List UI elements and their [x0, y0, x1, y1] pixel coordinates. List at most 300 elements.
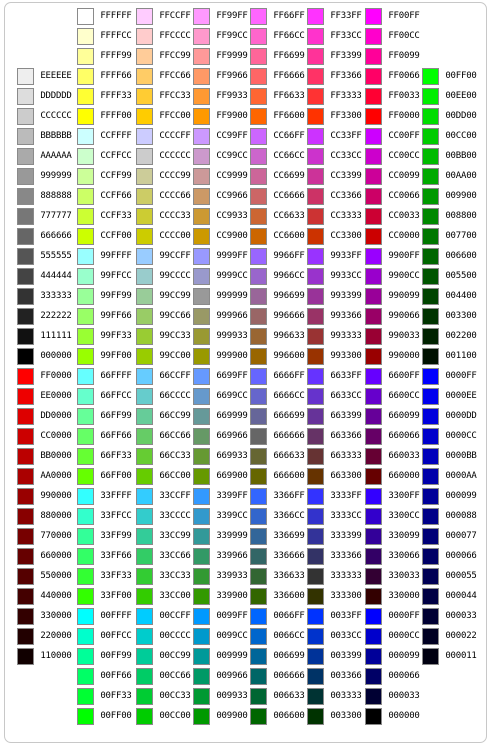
color-swatch	[193, 608, 210, 625]
color-hex-label: 0000DD	[445, 411, 477, 421]
color-cell	[77, 267, 139, 287]
color-hex-label: CC99FF	[216, 131, 248, 141]
color-cell	[422, 487, 484, 507]
color-swatch	[365, 28, 382, 45]
color-hex-label: 000022	[445, 631, 477, 641]
color-swatch	[193, 148, 210, 165]
color-swatch	[307, 388, 324, 405]
color-swatch	[365, 608, 382, 625]
color-cell	[250, 367, 312, 387]
color-hex-label: CC00CC	[388, 151, 420, 161]
color-cell	[136, 7, 198, 27]
color-swatch	[365, 268, 382, 285]
color-hex-label: 66FF66	[100, 431, 132, 441]
color-cell	[17, 227, 79, 247]
color-cell	[17, 187, 79, 207]
color-cell	[193, 687, 255, 707]
color-cell	[422, 67, 484, 87]
color-hex-label: 9933CC	[330, 271, 362, 281]
color-hex-label: 330099	[388, 531, 420, 541]
color-cell	[250, 527, 312, 547]
color-swatch	[422, 88, 439, 105]
color-swatch	[136, 208, 153, 225]
color-swatch	[365, 188, 382, 205]
color-cell	[136, 447, 198, 467]
color-cell	[365, 147, 427, 167]
color-swatch	[422, 548, 439, 565]
color-cell	[193, 347, 255, 367]
color-swatch	[77, 468, 94, 485]
color-swatch	[136, 288, 153, 305]
color-hex-label: CC6699	[273, 171, 305, 181]
color-hex-label: 660033	[388, 451, 420, 461]
color-cell	[250, 567, 312, 587]
color-cell	[422, 587, 484, 607]
color-hex-label: CCFF99	[100, 171, 132, 181]
color-swatch	[136, 488, 153, 505]
color-hex-label: FF3399	[330, 51, 362, 61]
color-hex-label: 336699	[273, 531, 305, 541]
color-cell	[307, 527, 369, 547]
color-cell	[77, 607, 139, 627]
color-cell	[422, 627, 484, 647]
color-cell	[17, 407, 79, 427]
color-hex-label: 00CC00	[445, 131, 477, 141]
color-cell	[77, 187, 139, 207]
color-cell	[136, 87, 198, 107]
color-swatch	[365, 668, 382, 685]
color-swatch	[136, 228, 153, 245]
color-swatch	[17, 248, 34, 265]
color-cell	[250, 507, 312, 527]
color-hex-label: CCCC33	[159, 211, 191, 221]
color-hex-label: FF3366	[330, 71, 362, 81]
color-hex-label: 66FF33	[100, 451, 132, 461]
color-hex-label: FF6600	[273, 111, 305, 121]
color-hex-label: FFCC33	[159, 91, 191, 101]
color-cell	[77, 327, 139, 347]
color-cell	[365, 667, 427, 687]
color-swatch	[307, 628, 324, 645]
color-cell	[422, 427, 484, 447]
color-swatch	[422, 308, 439, 325]
color-hex-label: 110000	[40, 651, 72, 661]
color-hex-label: 222222	[40, 311, 72, 321]
color-cell	[77, 147, 139, 167]
color-cell	[250, 207, 312, 227]
color-cell	[422, 87, 484, 107]
color-swatch	[17, 388, 34, 405]
color-cell	[193, 127, 255, 147]
color-swatch	[307, 188, 324, 205]
color-cell	[422, 467, 484, 487]
color-cell	[136, 147, 198, 167]
color-swatch	[365, 468, 382, 485]
color-swatch	[250, 388, 267, 405]
color-swatch	[193, 528, 210, 545]
color-swatch	[422, 228, 439, 245]
color-swatch	[17, 128, 34, 145]
color-hex-label: 008800	[445, 211, 477, 221]
color-hex-label: 33FF00	[100, 591, 132, 601]
color-hex-label: 3300FF	[388, 491, 420, 501]
color-hex-label: 669966	[216, 431, 248, 441]
color-swatch	[136, 308, 153, 325]
color-cell	[77, 427, 139, 447]
color-swatch	[250, 328, 267, 345]
color-swatch	[422, 648, 439, 665]
color-swatch	[250, 8, 267, 25]
color-cell	[365, 527, 427, 547]
color-cell	[307, 347, 369, 367]
color-cell	[422, 327, 484, 347]
color-swatch	[193, 8, 210, 25]
color-swatch	[307, 88, 324, 105]
color-hex-label: 33CC66	[159, 551, 191, 561]
color-cell	[17, 147, 79, 167]
color-swatch	[17, 568, 34, 585]
color-swatch	[250, 28, 267, 45]
color-swatch	[250, 48, 267, 65]
color-cell	[250, 87, 312, 107]
color-cell	[193, 387, 255, 407]
color-cell	[307, 187, 369, 207]
color-cell	[136, 667, 198, 687]
color-swatch	[250, 508, 267, 525]
color-cell	[193, 707, 255, 727]
color-cell	[250, 187, 312, 207]
color-swatch	[17, 268, 34, 285]
color-cell	[17, 467, 79, 487]
color-hex-label: 660000	[388, 471, 420, 481]
color-cell	[365, 647, 427, 667]
color-hex-label: 00FF00	[445, 71, 477, 81]
color-swatch	[307, 308, 324, 325]
color-cell	[365, 167, 427, 187]
color-hex-label: FF0033	[388, 91, 420, 101]
color-swatch	[77, 428, 94, 445]
color-hex-label: 0099FF	[216, 611, 248, 621]
color-swatch	[307, 208, 324, 225]
color-swatch	[193, 368, 210, 385]
color-cell	[250, 7, 312, 27]
color-swatch	[307, 248, 324, 265]
color-hex-label: 003399	[330, 651, 362, 661]
color-swatch	[193, 248, 210, 265]
color-swatch	[365, 108, 382, 125]
color-cell	[422, 407, 484, 427]
color-cell	[17, 627, 79, 647]
color-cell	[193, 547, 255, 567]
color-hex-label: CCFF00	[100, 231, 132, 241]
color-cell	[365, 367, 427, 387]
color-cell	[193, 187, 255, 207]
color-cell	[365, 27, 427, 47]
color-hex-label: 00DD00	[445, 111, 477, 121]
color-hex-label: 99CCCC	[159, 271, 191, 281]
color-hex-label: 220000	[40, 631, 72, 641]
color-cell	[193, 107, 255, 127]
color-swatch	[307, 508, 324, 525]
color-cell	[17, 87, 79, 107]
color-cell	[422, 647, 484, 667]
color-cell	[193, 87, 255, 107]
color-cell	[307, 487, 369, 507]
color-hex-label: 0000EE	[445, 391, 477, 401]
color-hex-label: 9966CC	[273, 271, 305, 281]
color-cell	[307, 167, 369, 187]
color-hex-label: 001100	[445, 351, 477, 361]
color-cell	[17, 267, 79, 287]
color-swatch	[250, 428, 267, 445]
color-cell	[307, 367, 369, 387]
color-swatch	[136, 528, 153, 545]
color-hex-label: 6600FF	[388, 371, 420, 381]
color-cell	[193, 447, 255, 467]
color-hex-label: 99FFFF	[100, 251, 132, 261]
color-swatch	[307, 588, 324, 605]
color-hex-label: 33FFFF	[100, 491, 132, 501]
color-hex-label: 006699	[273, 651, 305, 661]
color-hex-label: 880000	[40, 511, 72, 521]
color-swatch	[77, 608, 94, 625]
color-cell	[136, 487, 198, 507]
color-hex-label: 003366	[330, 671, 362, 681]
color-cell	[250, 447, 312, 467]
color-swatch	[307, 328, 324, 345]
color-cell	[307, 427, 369, 447]
color-swatch	[250, 108, 267, 125]
color-hex-label: 66CC00	[159, 471, 191, 481]
color-hex-label: 33FFCC	[100, 511, 132, 521]
color-hex-label: 000088	[445, 511, 477, 521]
color-hex-label: 33FF99	[100, 531, 132, 541]
color-swatch	[365, 8, 382, 25]
color-cell	[136, 227, 198, 247]
color-hex-label: 006633	[273, 691, 305, 701]
color-swatch	[136, 188, 153, 205]
color-hex-label: AAAAAA	[40, 151, 72, 161]
color-hex-label: CC0000	[40, 431, 72, 441]
color-hex-label: 333333	[330, 571, 362, 581]
color-cell	[136, 307, 198, 327]
color-swatch	[250, 188, 267, 205]
color-cell	[365, 47, 427, 67]
color-swatch	[250, 208, 267, 225]
color-hex-label: 996666	[273, 311, 305, 321]
color-swatch	[77, 368, 94, 385]
color-hex-label: CC33FF	[330, 131, 362, 141]
color-swatch	[77, 208, 94, 225]
color-swatch	[422, 388, 439, 405]
color-hex-label: FF3300	[330, 111, 362, 121]
color-hex-label: DDDDDD	[40, 91, 72, 101]
color-cell	[307, 67, 369, 87]
color-hex-label: 3333FF	[330, 491, 362, 501]
color-hex-label: 99CC00	[159, 351, 191, 361]
color-swatch	[250, 288, 267, 305]
color-cell	[193, 367, 255, 387]
color-cell	[422, 567, 484, 587]
color-cell	[250, 247, 312, 267]
color-cell	[77, 567, 139, 587]
color-swatch	[193, 168, 210, 185]
color-cell	[365, 567, 427, 587]
color-cell	[365, 307, 427, 327]
color-swatch	[193, 68, 210, 85]
color-hex-label: 00CCCC	[159, 631, 191, 641]
color-hex-label: 0000FF	[445, 371, 477, 381]
color-hex-label: FFCCFF	[159, 11, 191, 21]
color-cell	[77, 27, 139, 47]
color-swatch	[17, 228, 34, 245]
color-hex-label: 009966	[216, 671, 248, 681]
color-hex-label: 660099	[388, 411, 420, 421]
color-hex-label: 555555	[40, 251, 72, 261]
color-swatch	[17, 488, 34, 505]
color-hex-label: CC3366	[330, 191, 362, 201]
color-hex-label: FF9900	[216, 111, 248, 121]
color-cell	[422, 607, 484, 627]
color-hex-label: 66FF99	[100, 411, 132, 421]
color-swatch	[193, 308, 210, 325]
color-cell	[422, 247, 484, 267]
color-swatch	[136, 68, 153, 85]
color-cell	[136, 647, 198, 667]
color-cell	[136, 167, 198, 187]
color-cell	[136, 267, 198, 287]
color-swatch	[136, 548, 153, 565]
color-cell	[307, 467, 369, 487]
color-cell	[17, 587, 79, 607]
color-swatch	[250, 468, 267, 485]
color-hex-label: 996600	[273, 351, 305, 361]
color-hex-label: 339999	[216, 531, 248, 541]
color-swatch	[307, 608, 324, 625]
color-swatch	[17, 528, 34, 545]
color-cell	[422, 127, 484, 147]
color-swatch	[365, 488, 382, 505]
color-swatch	[77, 248, 94, 265]
color-swatch	[17, 648, 34, 665]
color-hex-label: 990000	[388, 351, 420, 361]
color-hex-label: 99FFCC	[100, 271, 132, 281]
color-hex-label: 66FFCC	[100, 391, 132, 401]
color-hex-label: 99FF00	[100, 351, 132, 361]
color-hex-label: CCCCCC	[159, 151, 191, 161]
color-swatch	[250, 688, 267, 705]
color-cell	[193, 327, 255, 347]
color-swatch	[77, 8, 94, 25]
color-hex-label: CC00FF	[388, 131, 420, 141]
color-hex-label: EE0000	[40, 391, 72, 401]
color-cell	[250, 427, 312, 447]
color-swatch	[17, 108, 34, 125]
color-hex-label: 000066	[445, 551, 477, 561]
color-cell	[193, 427, 255, 447]
color-hex-label: 660000	[40, 551, 72, 561]
color-hex-label: FF0000	[388, 111, 420, 121]
color-cell	[77, 707, 139, 727]
color-cell	[307, 547, 369, 567]
color-cell	[17, 547, 79, 567]
color-cell	[250, 147, 312, 167]
color-cell	[77, 207, 139, 227]
color-cell	[77, 67, 139, 87]
color-cell	[77, 647, 139, 667]
color-hex-label: FF9966	[216, 71, 248, 81]
color-cell	[250, 27, 312, 47]
color-hex-label: 009900	[216, 711, 248, 721]
color-swatch	[307, 108, 324, 125]
color-hex-label: 6666FF	[273, 371, 305, 381]
color-swatch	[17, 368, 34, 385]
color-swatch	[17, 608, 34, 625]
color-cell	[136, 327, 198, 347]
color-hex-label: CCCC66	[159, 191, 191, 201]
color-swatch	[77, 228, 94, 245]
color-hex-label: 99CCFF	[159, 251, 191, 261]
color-hex-label: 6633CC	[330, 391, 362, 401]
color-swatch	[250, 228, 267, 245]
color-cell	[136, 287, 198, 307]
color-swatch	[422, 428, 439, 445]
color-swatch	[365, 688, 382, 705]
color-hex-label: 666633	[273, 451, 305, 461]
color-cell	[250, 587, 312, 607]
color-cell	[307, 47, 369, 67]
color-swatch	[17, 588, 34, 605]
color-swatch	[307, 68, 324, 85]
color-swatch	[422, 528, 439, 545]
color-swatch	[365, 228, 382, 245]
color-swatch	[136, 48, 153, 65]
color-hex-label: FF0099	[388, 51, 420, 61]
color-cell	[193, 607, 255, 627]
color-hex-label: 6699CC	[216, 391, 248, 401]
color-hex-label: FFFFFF	[100, 11, 132, 21]
color-swatch	[193, 708, 210, 725]
color-cell	[250, 407, 312, 427]
color-hex-label: CC6633	[273, 211, 305, 221]
color-cell	[17, 327, 79, 347]
color-cell	[17, 507, 79, 527]
color-hex-label: 990033	[388, 331, 420, 341]
color-cell	[250, 387, 312, 407]
color-hex-label: CC9900	[216, 231, 248, 241]
color-swatch	[193, 88, 210, 105]
color-hex-label: 003300	[445, 311, 477, 321]
color-swatch	[193, 328, 210, 345]
color-swatch	[193, 48, 210, 65]
color-hex-label: 663333	[330, 451, 362, 461]
color-cell	[422, 287, 484, 307]
color-swatch	[422, 248, 439, 265]
color-cell	[136, 407, 198, 427]
color-cell	[307, 227, 369, 247]
color-cell	[250, 267, 312, 287]
color-cell	[17, 307, 79, 327]
color-swatch	[422, 148, 439, 165]
color-hex-label: 9966FF	[273, 251, 305, 261]
color-swatch	[136, 148, 153, 165]
color-hex-label: CC9933	[216, 211, 248, 221]
color-cell	[307, 327, 369, 347]
color-hex-label: 999966	[216, 311, 248, 321]
color-swatch	[193, 508, 210, 525]
color-hex-label: 3366CC	[273, 511, 305, 521]
color-swatch	[422, 488, 439, 505]
